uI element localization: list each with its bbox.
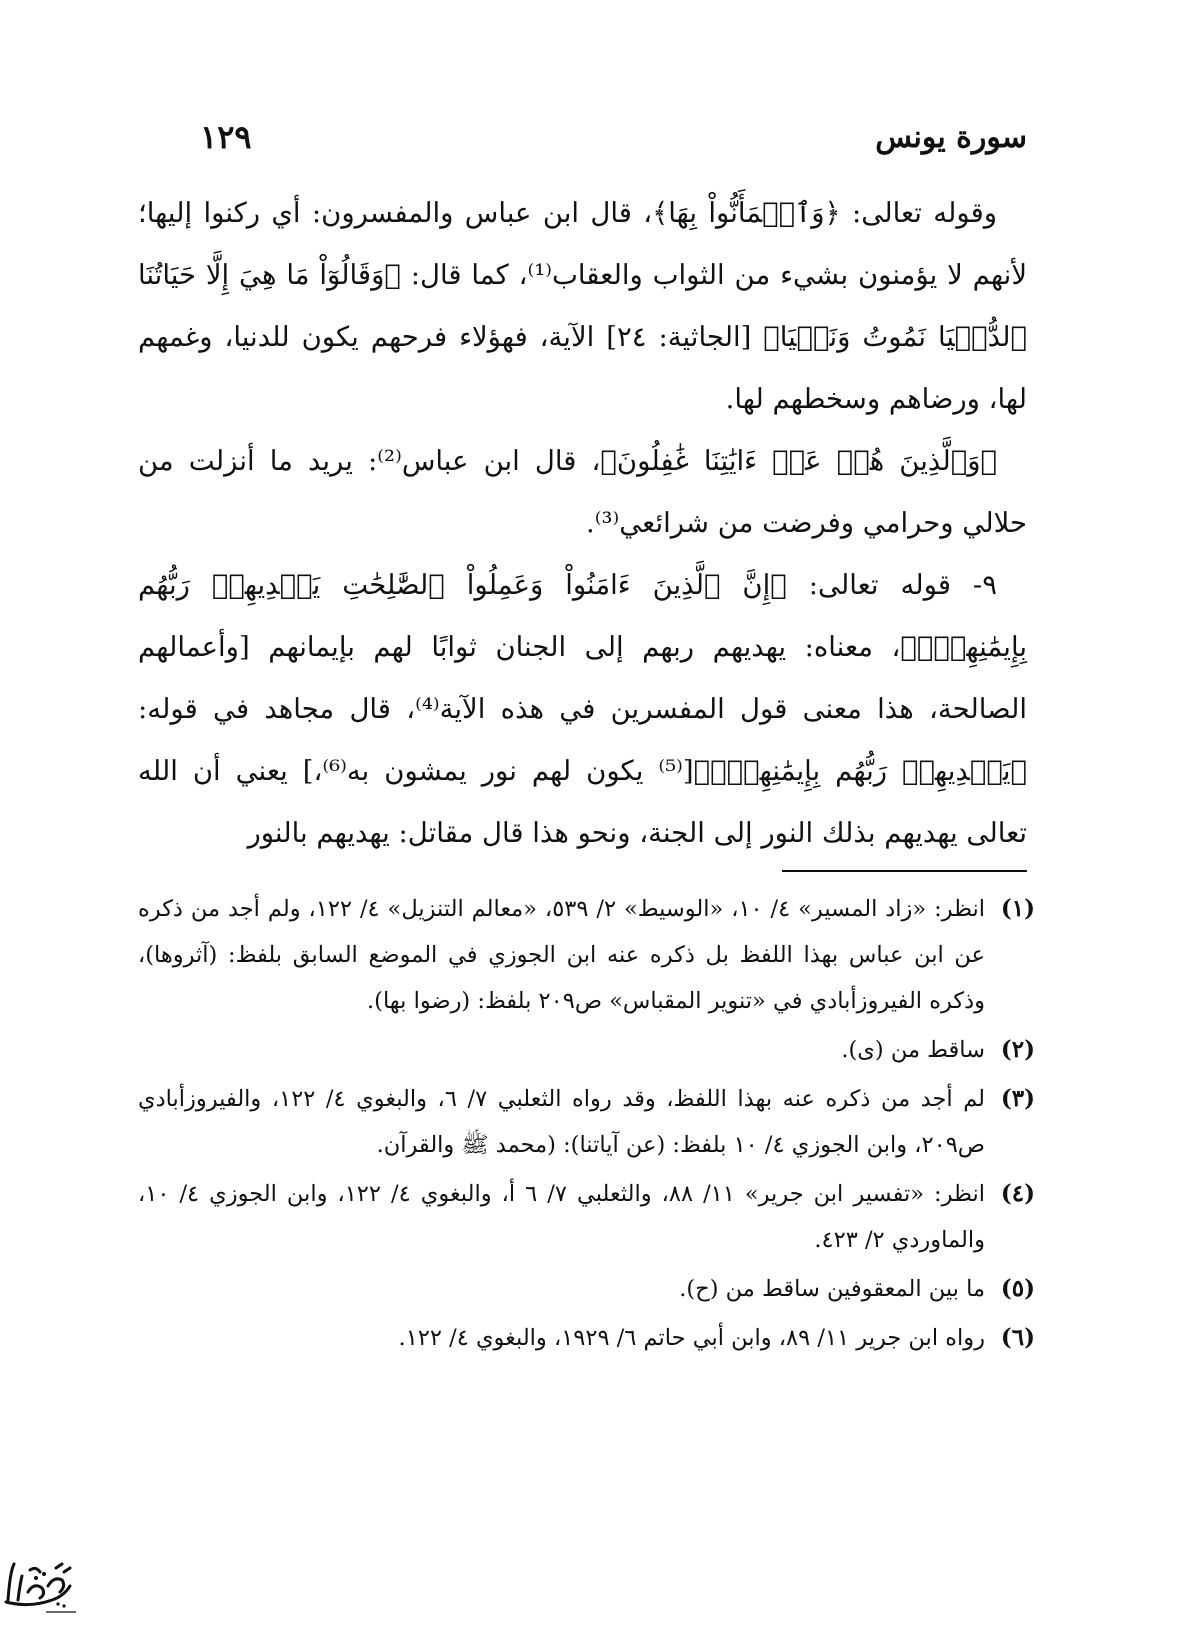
footnote-number: (٥): [1000, 1275, 1035, 1302]
paragraph-1: وقوله تعالى: ﴿وَٱطۡمَأَنُّواْ بِهَا﴾، قال ابن عباس والمفسرون: أي ركنوا إليها؛ لأنهم لا يؤمنون بشيء من الثواب والعقاب⁽¹⁾، كما قال: ﴿وَقَالُوٓاْ مَا هِيَ إِلَّا حَيَاتُنَا ٱلدُّنۡيَا نَمُوتُ وَنَحۡيَا﴾ [الجاثية: ٢٤] الآية، فهؤلاء فرحهم يكون للدنيا، وغمهم لها، ورضاهم وسخطهم لها.: [138, 197, 1028, 415]
footnote-separator: [782, 870, 1027, 872]
footnote-number: (٣): [1000, 1085, 1035, 1112]
main-text: [138, 182, 1027, 864]
footnote-text: ساقط من (ى).: [841, 1037, 985, 1063]
footnote-2: [138, 1027, 1035, 1073]
footnote-6: [138, 1315, 1035, 1361]
surah-title: سورة يونس: [875, 119, 1027, 155]
paragraph-3: ٩- قوله تعالى: ﴿إِنَّ ٱلَّذِينَ ءَامَنُواْ وَعَمِلُواْ ٱلصَّٰلِحَٰتِ يَهۡدِيهِمۡ رَبُّهُم بِإِيمَٰنِهِمۡۖ﴾، معناه: يهديهم ربهم إلى الجنان ثوابًا لهم بإيمانهم [وأعمالهم الصالحة، هذا معنى قول المفسرين في هذه الآية⁽⁴⁾، قال مجاهد في قوله: ﴿يَهۡدِيهِمۡ رَبُّهُم بِإِيمَٰنِهِمۡۖ﴾[⁽⁵⁾ يكون لهم نور يمشون به⁽⁶⁾،] يعني أن الله تعالى يهديهم بذلك النور إلى الجنة، ونحو هذا قال مقاتل: يهديهم بالنور: [138, 569, 1027, 849]
footnote-number: (٢): [1000, 1036, 1035, 1063]
calligraphy-stamp-logo: [0, 1542, 80, 1622]
paragraph-2: ﴿وَٱلَّذِينَ هُمۡ عَنۡ ءَايَٰتِنَا غَٰفِلُونَ﴾، قال ابن عباس⁽²⁾: يريد ما أنزلت من حلالي وحرامي وفرضت من شرائعي⁽³⁾.: [138, 445, 1027, 539]
footnote-text: رواه ابن جرير ١١/ ٨٩، وابن أبي حاتم ٦/ ١٩٢٩، والبغوي ٤/ ١٢٢.: [398, 1325, 985, 1351]
footnote-1: [138, 886, 1035, 1024]
footnote-text: انظر: «زاد المسير» ٤/ ١٠، «الوسيط» ٢/ ٥٣٩، «معالم التنزيل» ٤/ ١٢٢، ولم أجد من ذكره عن ابن عباس بهذا اللفظ بل ذكره عنه ابن الجوزي في الموضع السابق بلفظ: (آثروها)، وذكره الفيروزأبادي في «تنوير المقباس» ص٢٠٩ بلفظ: (رضوا بها).: [138, 896, 986, 1014]
footnote-5: [138, 1266, 1035, 1312]
footnote-number: (١): [1000, 895, 1035, 922]
page-number: ١٢٩: [200, 118, 252, 156]
footnote-number: (٦): [1000, 1324, 1035, 1351]
footnote-number: (٤): [1000, 1180, 1035, 1207]
footnote-text: لم أجد من ذكره عنه بهذا اللفظ، وقد رواه الثعلبي ٧/ ٦، والبغوي ٤/ ١٢٢، والفيروزأبادي ص٢٠٩، وابن الجوزي ٤/ ١٠ بلفظ: (عن آياتنا): (محمد ﷺ والقرآن.: [138, 1086, 986, 1158]
page-header: [200, 112, 1027, 162]
footnote-text: انظر: «تفسير ابن جرير» ١١/ ٨٨، والثعلبي ٧/ ٦ أ، والبغوي ٤/ ١٢٢، وابن الجوزي ٤/ ١٠، والماوردي ٢/ ٤٢٣.: [138, 1181, 985, 1253]
footnotes-section: [138, 886, 1035, 1364]
footnote-text: ما بين المعقوفين ساقط من (ح).: [679, 1276, 985, 1302]
footnote-4: [138, 1171, 1035, 1263]
footnote-3: [138, 1076, 1035, 1168]
